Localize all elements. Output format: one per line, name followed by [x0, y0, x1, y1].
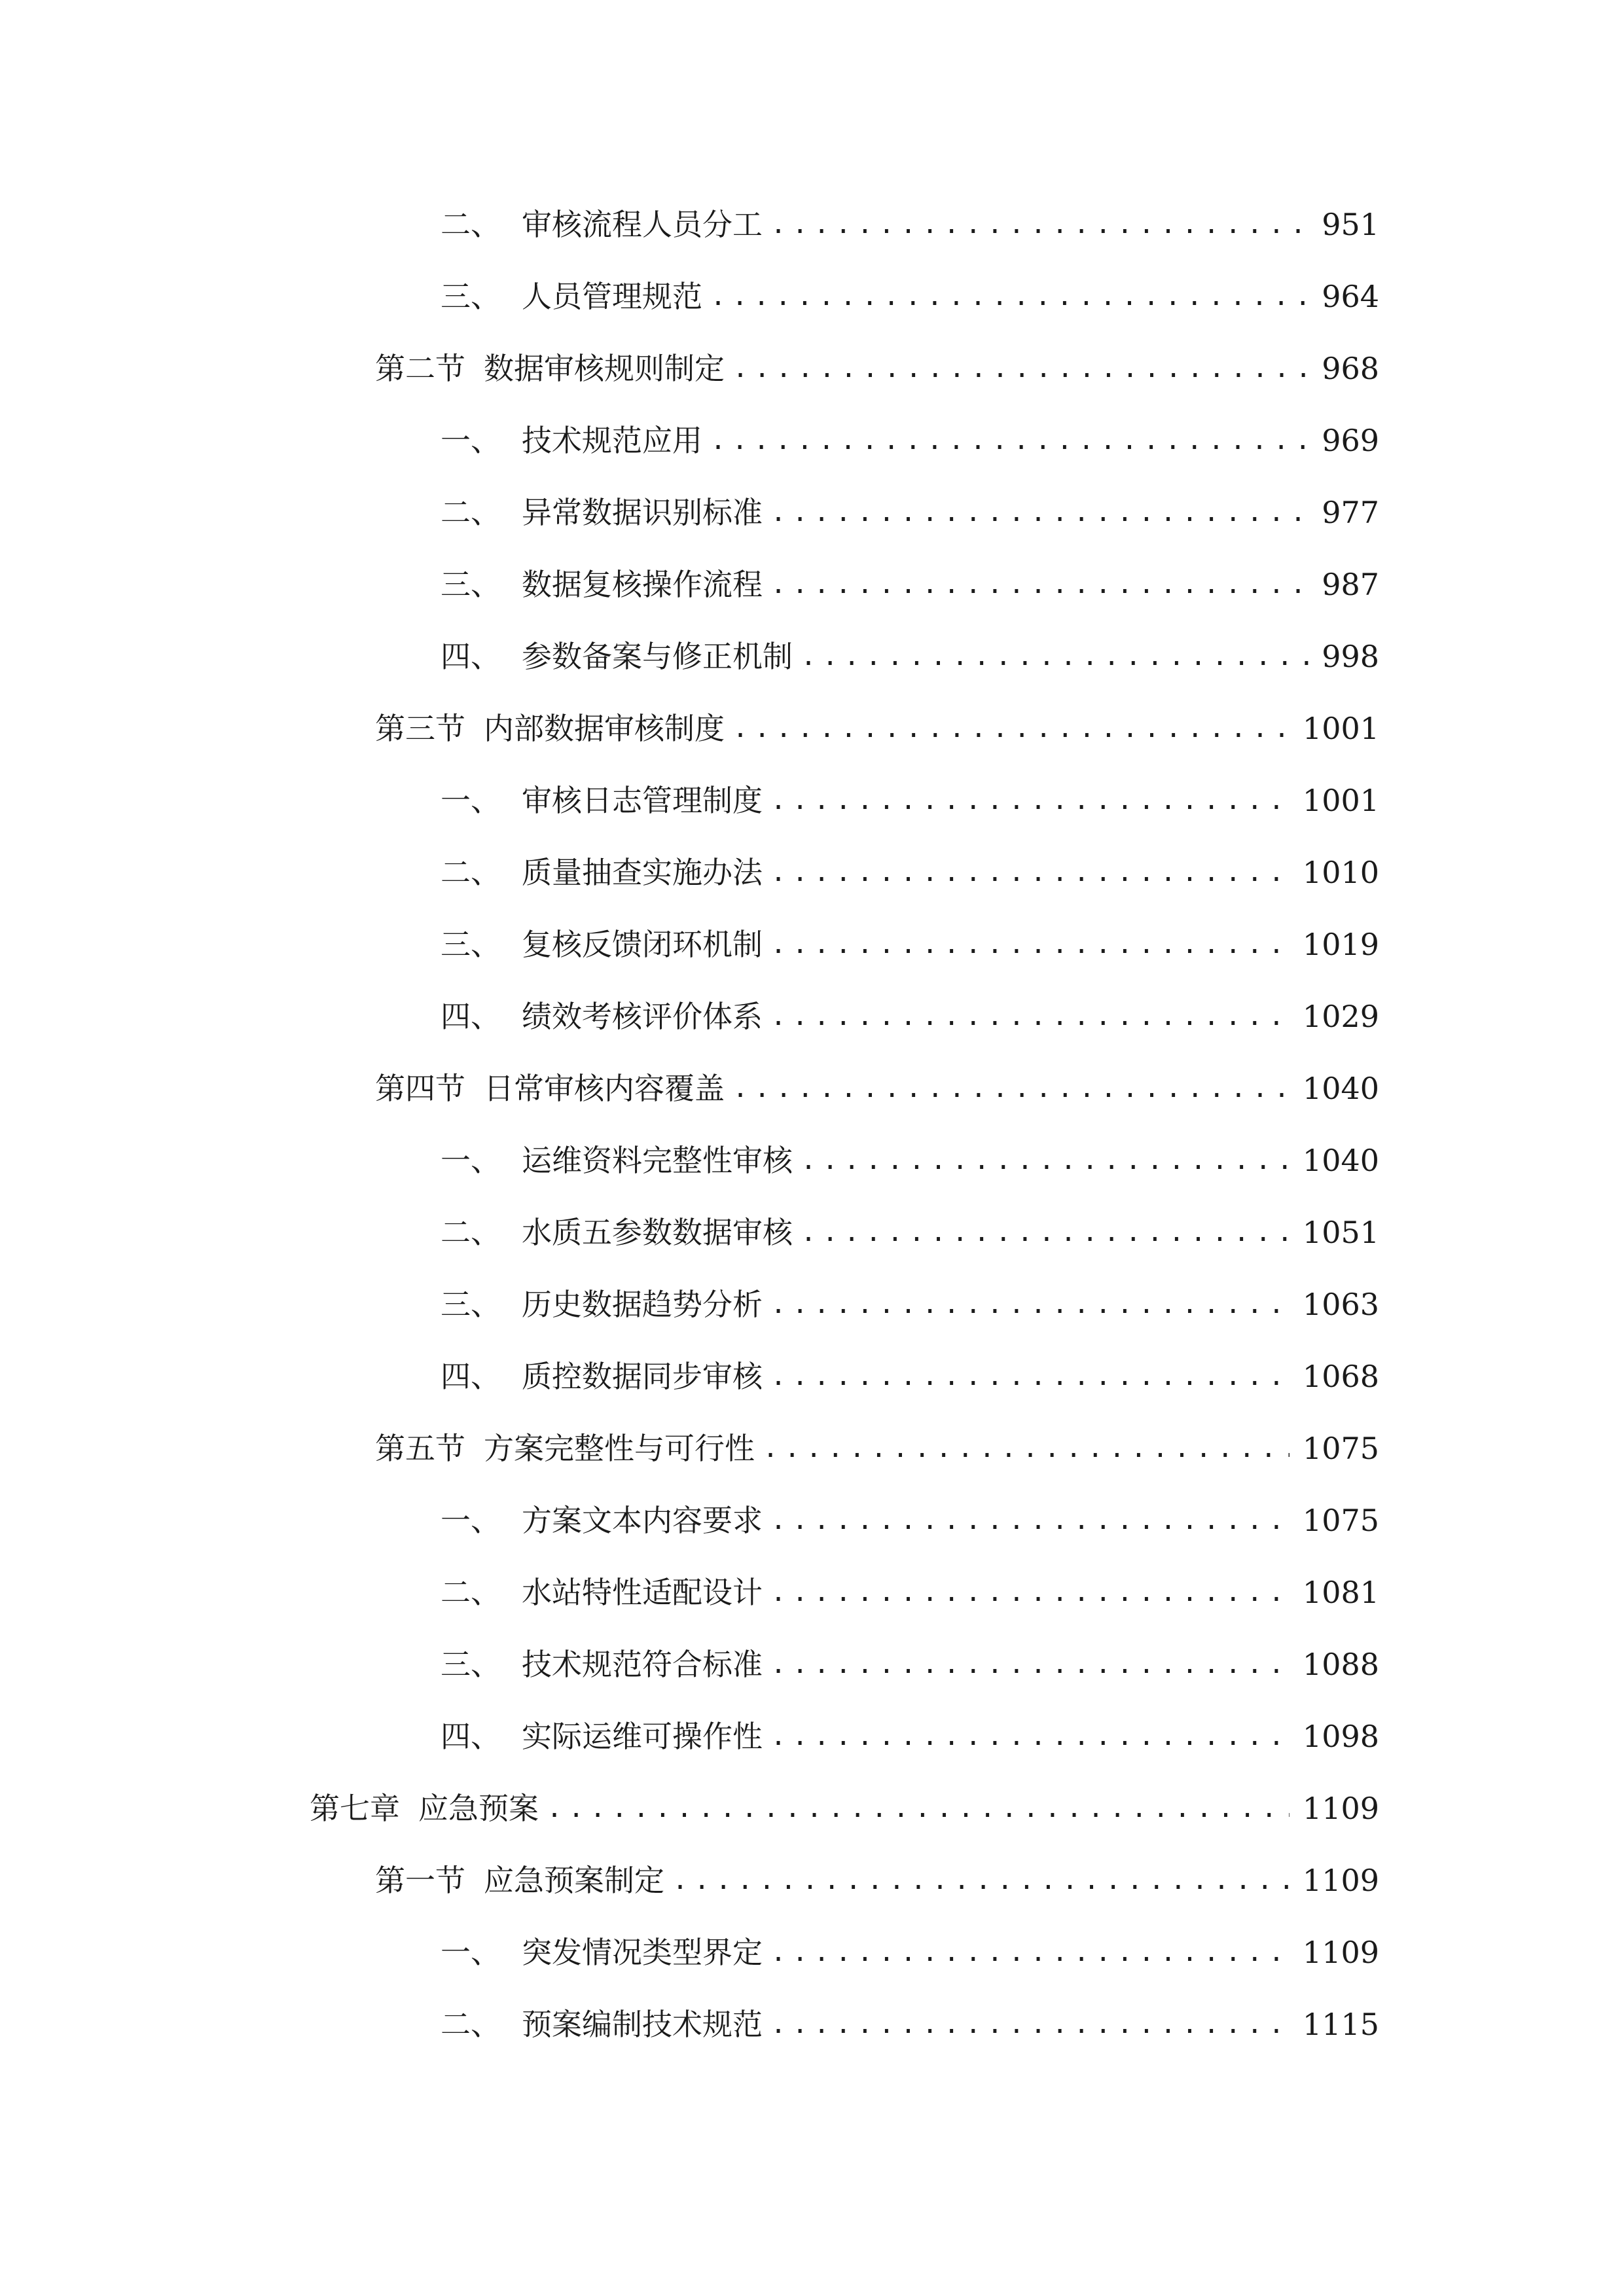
toc-page-number: 1109 [1302, 1935, 1379, 1970]
toc-entry[interactable] [0, 1196, 1624, 1268]
toc-dot-leader [732, 1069, 1290, 1108]
toc-page-number: 951 [1322, 207, 1379, 242]
toc-dot-leader [672, 1861, 1290, 1900]
toc-entry-number: 三、 [441, 1647, 501, 1682]
toc-dot-leader [770, 781, 1290, 820]
toc-section-entry[interactable] [0, 1412, 1624, 1484]
toc-entry-title: 内部数据审核制度 [484, 711, 725, 746]
toc-entry-number: 四、 [441, 1719, 501, 1754]
toc-dot-leader [770, 1573, 1290, 1612]
toc-dot-leader [763, 1429, 1290, 1468]
toc-entry-title: 数据复核操作流程 [522, 567, 763, 602]
toc-entry[interactable] [0, 1556, 1624, 1628]
toc-entry-title: 参数备案与修正机制 [522, 639, 793, 674]
toc-page-number: 1040 [1302, 1071, 1379, 1106]
toc-dot-leader [770, 853, 1290, 892]
toc-dot-leader [770, 997, 1290, 1036]
toc-entry[interactable] [0, 1700, 1624, 1772]
toc-dot-leader [770, 493, 1308, 532]
toc-entry-title: 审核日志管理制度 [522, 783, 763, 818]
toc-entry-number: 第二节 [375, 351, 465, 386]
toc-dot-leader [801, 1141, 1290, 1180]
toc-entry-title: 技术规范应用 [522, 423, 702, 458]
toc-page-number: 1001 [1302, 783, 1379, 818]
toc-entry[interactable] [0, 188, 1624, 260]
toc-entry-number: 三、 [441, 279, 501, 314]
toc-entry-number: 第一节 [375, 1863, 465, 1898]
toc-entry-number: 二、 [441, 1215, 501, 1250]
toc-entry-number: 二、 [441, 207, 501, 242]
toc-entry-title: 预案编制技术规范 [522, 2007, 763, 2042]
toc-entry[interactable] [0, 1988, 1624, 2060]
toc-entry-number: 二、 [441, 495, 501, 530]
toc-entry-title: 日常审核内容覆盖 [484, 1071, 725, 1106]
toc-section-entry[interactable] [0, 1844, 1624, 1916]
toc-page-number: 968 [1322, 351, 1379, 386]
toc-entry-number: 一、 [441, 423, 501, 458]
toc-page-number: 1019 [1302, 927, 1379, 962]
toc-page-number: 1081 [1302, 1575, 1379, 1610]
toc-entry[interactable] [0, 548, 1624, 620]
toc-page-number: 977 [1322, 495, 1379, 530]
toc-entry-title: 绩效考核评价体系 [522, 999, 763, 1034]
toc-dot-leader [770, 205, 1308, 244]
toc-entry-title: 水质五参数数据审核 [522, 1215, 793, 1250]
toc-dot-leader [710, 277, 1308, 316]
toc-entry-number: 一、 [441, 1503, 501, 1538]
toc-entry-title: 突发情况类型界定 [522, 1935, 763, 1970]
toc-entry[interactable] [0, 1628, 1624, 1700]
toc-page-number: 1063 [1302, 1287, 1379, 1322]
toc-dot-leader [547, 1789, 1290, 1828]
toc-entry-number: 二、 [441, 1575, 501, 1610]
toc-dot-leader [732, 709, 1290, 748]
toc-dot-leader [770, 1645, 1290, 1684]
toc-entry-title: 方案文本内容要求 [522, 1503, 763, 1538]
toc-page-number: 1098 [1302, 1719, 1379, 1754]
toc-entry-number: 二、 [441, 2007, 501, 2042]
toc-entry-number: 三、 [441, 1287, 501, 1322]
toc-entry[interactable] [0, 1124, 1624, 1196]
toc-dot-leader [770, 1501, 1290, 1540]
toc-entry-number: 一、 [441, 1143, 501, 1178]
toc-entry[interactable] [0, 980, 1624, 1052]
toc-dot-leader [801, 637, 1308, 676]
toc-entry-number: 第五节 [375, 1431, 465, 1466]
toc-entry-number: 一、 [441, 1935, 501, 1970]
toc-entry-number: 一、 [441, 783, 501, 818]
toc-dot-leader [770, 1285, 1290, 1324]
toc-page-number: 1068 [1302, 1359, 1379, 1394]
toc-page-number: 1040 [1302, 1143, 1379, 1178]
toc-dot-leader [732, 349, 1308, 388]
toc-entry-title: 应急预案制定 [484, 1863, 664, 1898]
toc-entry-number: 四、 [441, 639, 501, 674]
toc-entry[interactable] [0, 1916, 1624, 1988]
toc-dot-leader [801, 1213, 1290, 1252]
toc-page-number: 1029 [1302, 999, 1379, 1034]
toc-dot-leader [770, 925, 1290, 964]
toc-entry-title: 人员管理规范 [522, 279, 702, 314]
toc-entry-title: 质量抽查实施办法 [522, 855, 763, 890]
toc-entry-title: 复核反馈闭环机制 [522, 927, 763, 962]
toc-entry[interactable] [0, 1340, 1624, 1412]
toc-entry[interactable] [0, 1484, 1624, 1556]
toc-entry[interactable] [0, 620, 1624, 692]
toc-chapter-entry[interactable] [0, 1772, 1624, 1844]
toc-page-number: 1075 [1302, 1431, 1379, 1466]
toc-entry-number: 四、 [441, 1359, 501, 1394]
toc-entry[interactable] [0, 260, 1624, 332]
toc-page-number: 1010 [1302, 855, 1379, 890]
toc-entry-title: 审核流程人员分工 [522, 207, 763, 242]
toc-page-number: 1001 [1302, 711, 1379, 746]
toc-entry-title: 质控数据同步审核 [522, 1359, 763, 1394]
toc-entry[interactable] [0, 476, 1624, 548]
toc-entry-number: 第四节 [375, 1071, 465, 1106]
toc-section-entry[interactable] [0, 1052, 1624, 1124]
toc-page-number: 969 [1322, 423, 1379, 458]
toc-entry-number: 二、 [441, 855, 501, 890]
table-of-contents [0, 188, 1624, 2060]
toc-entry-title: 应急预案 [418, 1791, 539, 1826]
toc-entry-title: 实际运维可操作性 [522, 1719, 763, 1754]
toc-entry-title: 水站特性适配设计 [522, 1575, 763, 1610]
toc-page-number: 1088 [1302, 1647, 1379, 1682]
toc-entry[interactable] [0, 836, 1624, 908]
toc-entry-number: 三、 [441, 567, 501, 602]
toc-entry[interactable] [0, 404, 1624, 476]
toc-dot-leader [710, 421, 1308, 460]
toc-page-number: 1115 [1302, 2007, 1379, 2042]
toc-page-number: 1109 [1302, 1791, 1379, 1826]
toc-entry-title: 历史数据趋势分析 [522, 1287, 763, 1322]
toc-section-entry[interactable] [0, 332, 1624, 404]
toc-section-entry[interactable] [0, 692, 1624, 764]
toc-dot-leader [770, 1717, 1290, 1756]
toc-entry-number: 三、 [441, 927, 501, 962]
toc-dot-leader [770, 2005, 1290, 2044]
toc-dot-leader [770, 565, 1308, 604]
toc-entry-number: 第七章 [310, 1791, 400, 1826]
toc-page-number: 1109 [1302, 1863, 1379, 1898]
toc-entry-title: 方案完整性与可行性 [484, 1431, 755, 1466]
toc-entry[interactable] [0, 908, 1624, 980]
toc-page-number: 1075 [1302, 1503, 1379, 1538]
toc-page-number: 987 [1322, 567, 1379, 602]
toc-page-number: 964 [1322, 279, 1379, 314]
toc-dot-leader [770, 1933, 1290, 1972]
toc-entry-number: 四、 [441, 999, 501, 1034]
toc-entry[interactable] [0, 764, 1624, 836]
toc-page-number: 998 [1322, 639, 1379, 674]
toc-entry-title: 数据审核规则制定 [484, 351, 725, 386]
toc-page-number: 1051 [1302, 1215, 1379, 1250]
toc-entry-number: 第三节 [375, 711, 465, 746]
toc-entry-title: 技术规范符合标准 [522, 1647, 763, 1682]
toc-entry[interactable] [0, 1268, 1624, 1340]
toc-dot-leader [770, 1357, 1290, 1396]
toc-entry-title: 异常数据识别标准 [522, 495, 763, 530]
toc-entry-title: 运维资料完整性审核 [522, 1143, 793, 1178]
